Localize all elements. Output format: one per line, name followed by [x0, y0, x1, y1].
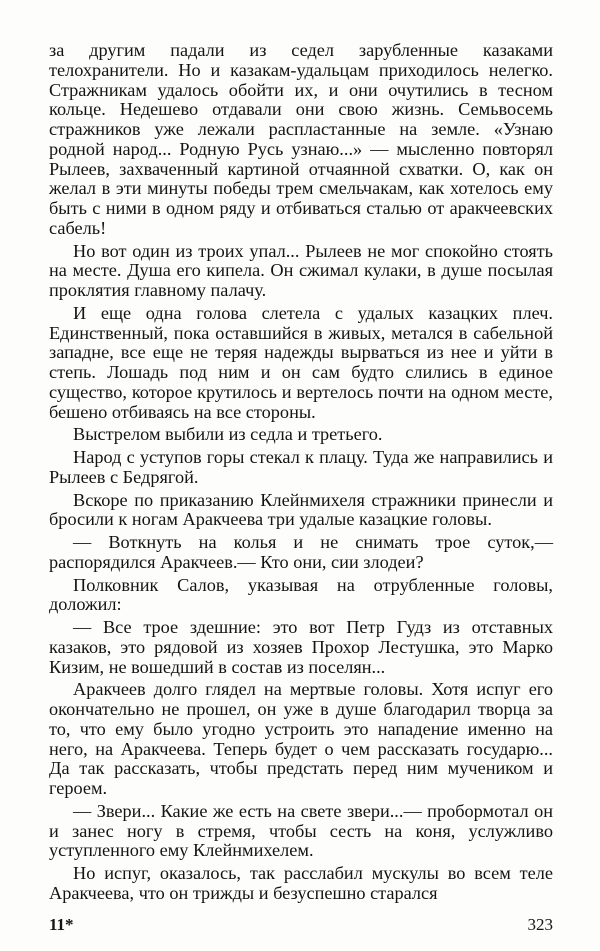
- page-footer: [49, 915, 553, 935]
- paragraph: — Воткнуть на колья и не снимать трое суток,— распорядился Аракчеев.— Кто они, сии злодеи?: [49, 532, 553, 572]
- signature-mark: 11*: [49, 915, 74, 934]
- paragraph: Вскоре по приказанию Клейнмихеля стражники принесли и бросили к ногам Аракчеева три удалые казацкие головы.: [49, 489, 553, 530]
- page-body-text: [49, 41, 553, 904]
- paragraph: — Звери... Какие же есть на свете звери...— пробормотал он и занес ногу в стремя, чтобы сесть на коня, услужливо уступленного ему Клейнмихелем.: [49, 800, 553, 861]
- paragraph: Полковник Салов, указывая на отрубленные головы, доложил:: [49, 574, 553, 615]
- paragraph: И еще одна голова слетела с удалых казацких плеч. Единственный, пока оставшийся в живых, метался в сабельной западне, все еще не теряя надежды вырваться из нее и уйти в степь. Лошадь под ним и он сам будто слились в единое существо, которое крутилось и вертелось почти на одном месте, бешено отбиваясь на все стороны.: [49, 302, 553, 422]
- paragraph: Народ с уступов горы стекал к плацу. Туда же направились и Рылеев с Бедрягой.: [49, 447, 553, 487]
- paragraph: за другим падали из седел зарубленные казаками телохранители. Но и казакам-удальцам приходилось нелегко. Стражникам удалось обойти их, и они очутились в тесном кольце. Недешево отдавали они свою жизнь. Семьвосемь стражников уже лежали распластанные на земле. «Узнаю родной народ... Родную Русь узнаю...» — мысленно повторял Рылеев, захваченный картиной отчаянной схватки. О, как он желал в эти минуты победы трем смельчакам, как хотелось ему быть с ними в одном ряду и отбиваться сталью от аракчеевских сабель!: [49, 40, 553, 238]
- paragraph: Аракчеев долго глядел на мертвые головы. Хотя испуг его окончательно не прошел, он уже в душе благодарил творца за то, что ему было угодно устроить это нападение именно на него, на Аракчеева. Теперь будет о чем рассказать государю... Да так рассказать, чтобы предстать перед ним мучеником и героем.: [49, 679, 553, 798]
- paragraph: Но испуг, оказалось, так расслабил мускулы во всем теле Аракчеева, что он трижды и безуспешно старался: [49, 863, 553, 903]
- paragraph: Выстрелом выбили из седла и третьего.: [73, 424, 383, 445]
- page-number: 323: [527, 915, 553, 934]
- paragraph: — Все трое здешние: это вот Петр Гудз из отставных казаков, это рядовой из хозяев Прохор Лестушка, это Марко Кизим, не вошедший в состав из поселян...: [49, 617, 553, 677]
- paragraph: Но вот один из троих упал... Рылеев не мог спокойно стоять на месте. Душа его кипела. Он сжимал кулаки, в душе посылая проклятия главному палачу.: [49, 240, 553, 300]
